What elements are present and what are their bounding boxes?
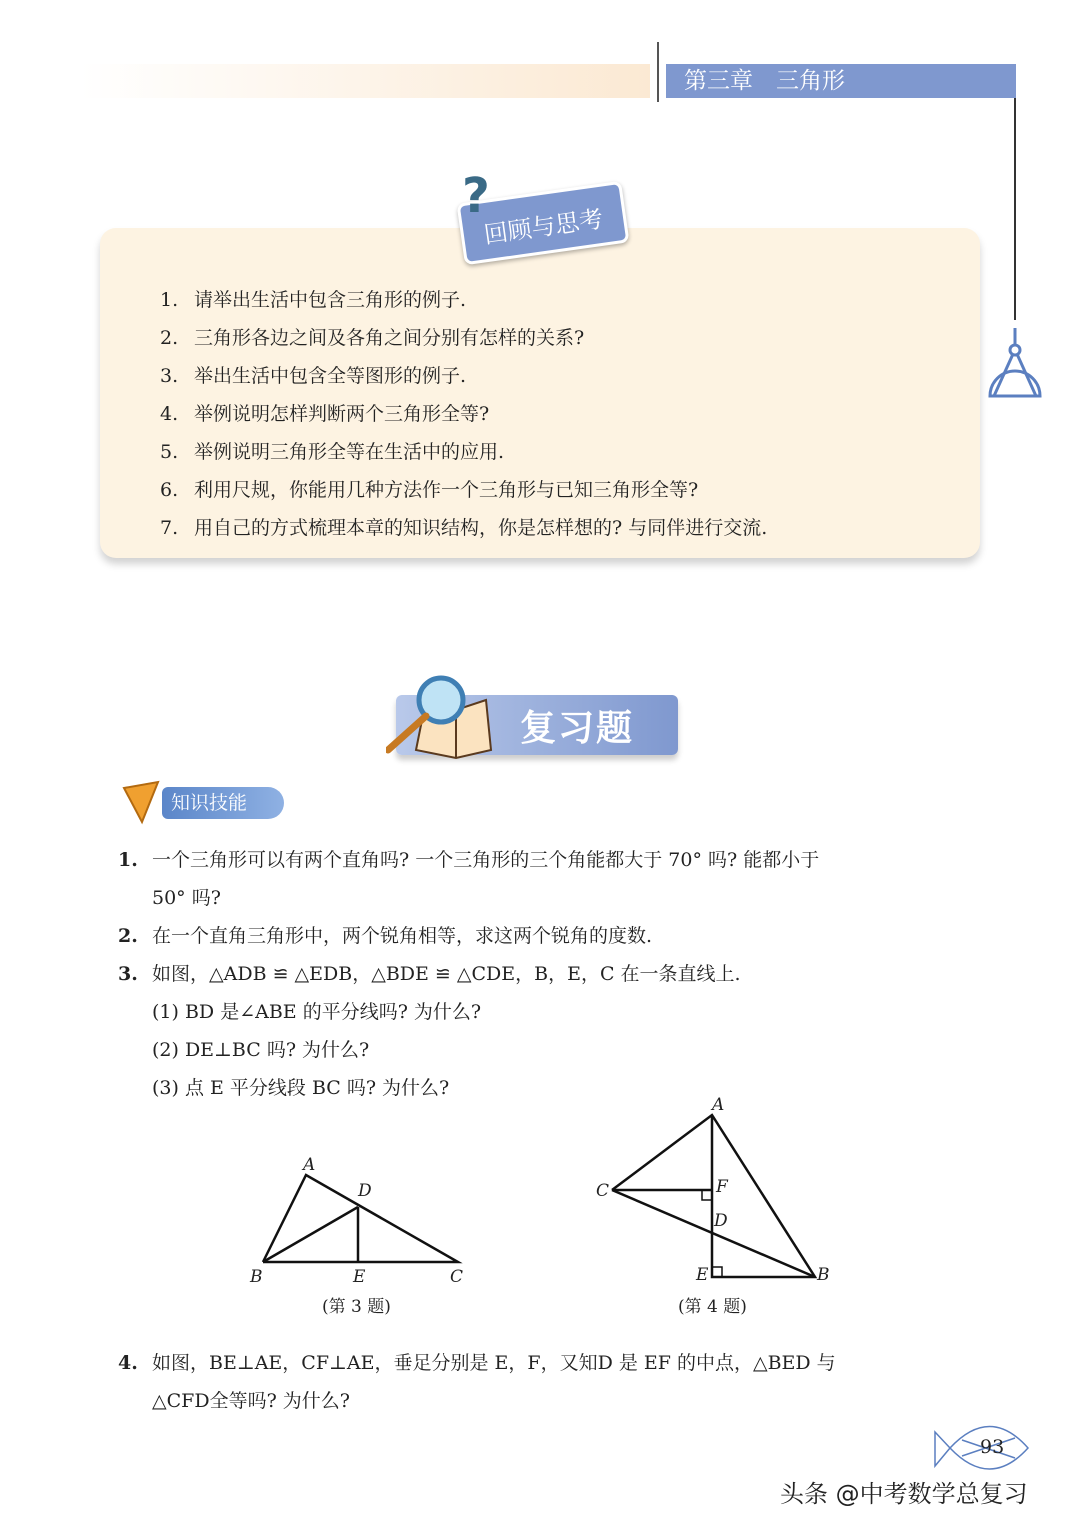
question-2: 2. 在一个直角三角形中，两个锐角相等，求这两个锐角的度数. (118, 925, 653, 947)
figure-4-caption: (第 4 题) (678, 1297, 747, 1317)
figure-3-caption: (第 3 题) (322, 1297, 391, 1317)
book-magnifier-icon (386, 670, 506, 760)
question-3-part-2: (2) DE⊥BC 吗? 为什么? (152, 1039, 370, 1061)
header-decoration (80, 64, 650, 98)
exercise-title: 复习题 (520, 708, 635, 749)
list-item: 3. 举出生活中包含全等图形的例子. (160, 365, 467, 387)
list-item: 6. 利用尺规，你能用几种方法作一个三角形与已知三角形全等? (160, 479, 699, 501)
watermark: 头条 @中考数学总复习 (780, 1480, 1028, 1508)
question-3-part-1: (1) BD 是∠ABE 的平分线吗? 为什么? (152, 1001, 482, 1023)
list-item: 5. 举例说明三角形全等在生活中的应用. (160, 441, 505, 463)
exercise-list (118, 845, 978, 1111)
question-4: 4. 如图，BE⊥AE，CF⊥AE，垂足分别是 E，F，又知D 是 EF 的中点，△BED 与 (118, 1352, 836, 1374)
list-item: 2. 三角形各边之间及各角之间分别有怎样的关系? (160, 327, 585, 349)
label-c: C (450, 1267, 464, 1287)
review-list (160, 286, 767, 552)
label-b: B (817, 1265, 830, 1285)
label-e: E (696, 1265, 709, 1285)
label-e: E (353, 1267, 366, 1287)
list-item: 1. 请举出生活中包含三角形的例子. (160, 289, 467, 311)
question-3-part-3: (3) 点 E 平分线段 BC 吗? 为什么? (152, 1077, 450, 1099)
question-1: 1. 一个三角形可以有两个直角吗? 一个三角形的三个角能都大于 70° 吗? 能都小于 (118, 849, 820, 871)
question-4-cont: △CFD全等吗? 为什么? (152, 1390, 350, 1412)
label-c: C (596, 1181, 610, 1201)
label-b: B (250, 1267, 263, 1287)
label-a: A (712, 1095, 725, 1115)
compass-protractor-icon (986, 326, 1044, 400)
review-title: 回顾与思考 (456, 181, 629, 265)
list-item: 4. 举例说明怎样判断两个三角形全等? (160, 403, 490, 425)
figure-4 (612, 1115, 815, 1277)
chapter-title: 第三章 三角形 (666, 64, 1016, 98)
pendulum-icon (122, 776, 162, 826)
list-item: 7. 用自己的方式梳理本章的知识结构，你是怎样想的? 与同伴进行交流. (160, 517, 768, 539)
question-1-cont: 50° 吗? (152, 887, 221, 909)
divider (657, 42, 659, 102)
section-label: 知识技能 (162, 787, 284, 819)
label-d: D (358, 1181, 372, 1201)
figure-3 (263, 1175, 458, 1262)
page-number: 93 (980, 1436, 1005, 1458)
question-3: 3. 如图，△ADB ≌ △EDB，△BDE ≌ △CDE，B，E，C 在一条直线上. (118, 963, 741, 985)
label-a: A (303, 1155, 316, 1175)
question-mark-icon: ? (462, 168, 490, 224)
exercise-list-continued (118, 1348, 978, 1424)
divider (1014, 98, 1016, 320)
label-d: D (714, 1211, 728, 1231)
label-f: F (716, 1177, 728, 1197)
